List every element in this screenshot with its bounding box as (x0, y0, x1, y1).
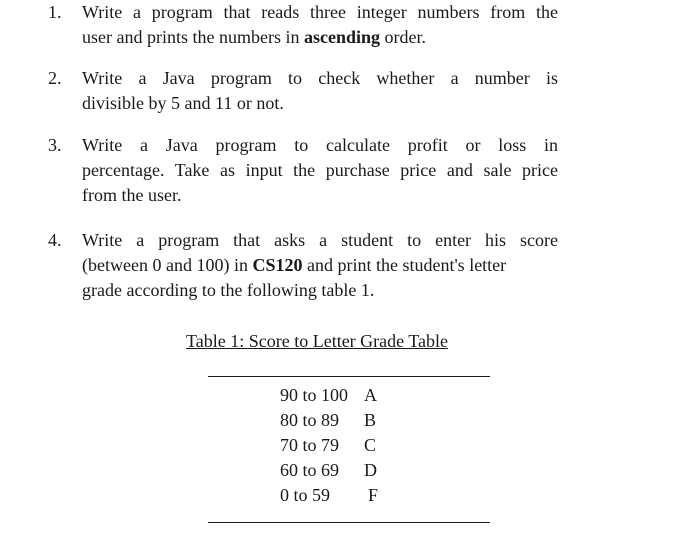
exercise-number: 3. (48, 135, 62, 155)
text-span: user and prints the numbers in (82, 27, 304, 47)
text-span: order. (380, 27, 426, 47)
letter-grade: F (368, 485, 379, 505)
bold-term: CS120 (252, 255, 303, 275)
score-range: 70 to 79 (280, 435, 340, 455)
table-row (280, 433, 390, 458)
letter-grade: A (364, 385, 377, 405)
table-row (280, 458, 390, 483)
exercise-number: 4. (48, 230, 62, 250)
score-range: 80 to 89 (280, 410, 340, 430)
exercise-text (82, 228, 558, 303)
text-span: and print the student's letter (302, 255, 507, 275)
table-caption: Table 1: Score to Letter Grade Table (186, 331, 449, 351)
letter-grade: D (364, 460, 377, 480)
exercise-text (82, 133, 558, 208)
grade-table (280, 383, 390, 508)
letter-grade: C (364, 435, 377, 455)
score-range: 60 to 69 (280, 460, 340, 480)
table-row (280, 483, 390, 508)
table-row (280, 408, 390, 433)
table-row (280, 383, 390, 408)
text-span: (between 0 and 100) in (82, 255, 253, 275)
text-line: Write a Java program to calculate profit or loss in (82, 135, 558, 155)
text-line: Write a Java program to check whether a number is (82, 68, 558, 88)
text-line: grade according to the following table 1. (82, 280, 375, 300)
score-range: 0 to 59 (280, 485, 331, 505)
text-line (82, 25, 558, 50)
score-range: 90 to 100 (280, 385, 349, 405)
exercise-text (82, 66, 558, 116)
exercise-text (82, 0, 558, 50)
text-line: percentage. Take as input the purchase price and sale price (82, 160, 558, 180)
table-top-rule (208, 376, 490, 377)
letter-grade: B (364, 410, 377, 430)
text-line: Write a program that asks a student to enter his score (82, 230, 558, 250)
text-line: from the user. (82, 185, 182, 205)
exercise-number: 2. (48, 68, 62, 88)
table-bottom-rule (208, 522, 490, 523)
exercise-number: 1. (48, 2, 62, 22)
text-line: divisible by 5 and 11 or not. (82, 93, 284, 113)
bold-term: ascending (303, 27, 380, 47)
text-line: Write a program that reads three integer numbers from the (82, 2, 558, 22)
text-line (82, 253, 558, 278)
